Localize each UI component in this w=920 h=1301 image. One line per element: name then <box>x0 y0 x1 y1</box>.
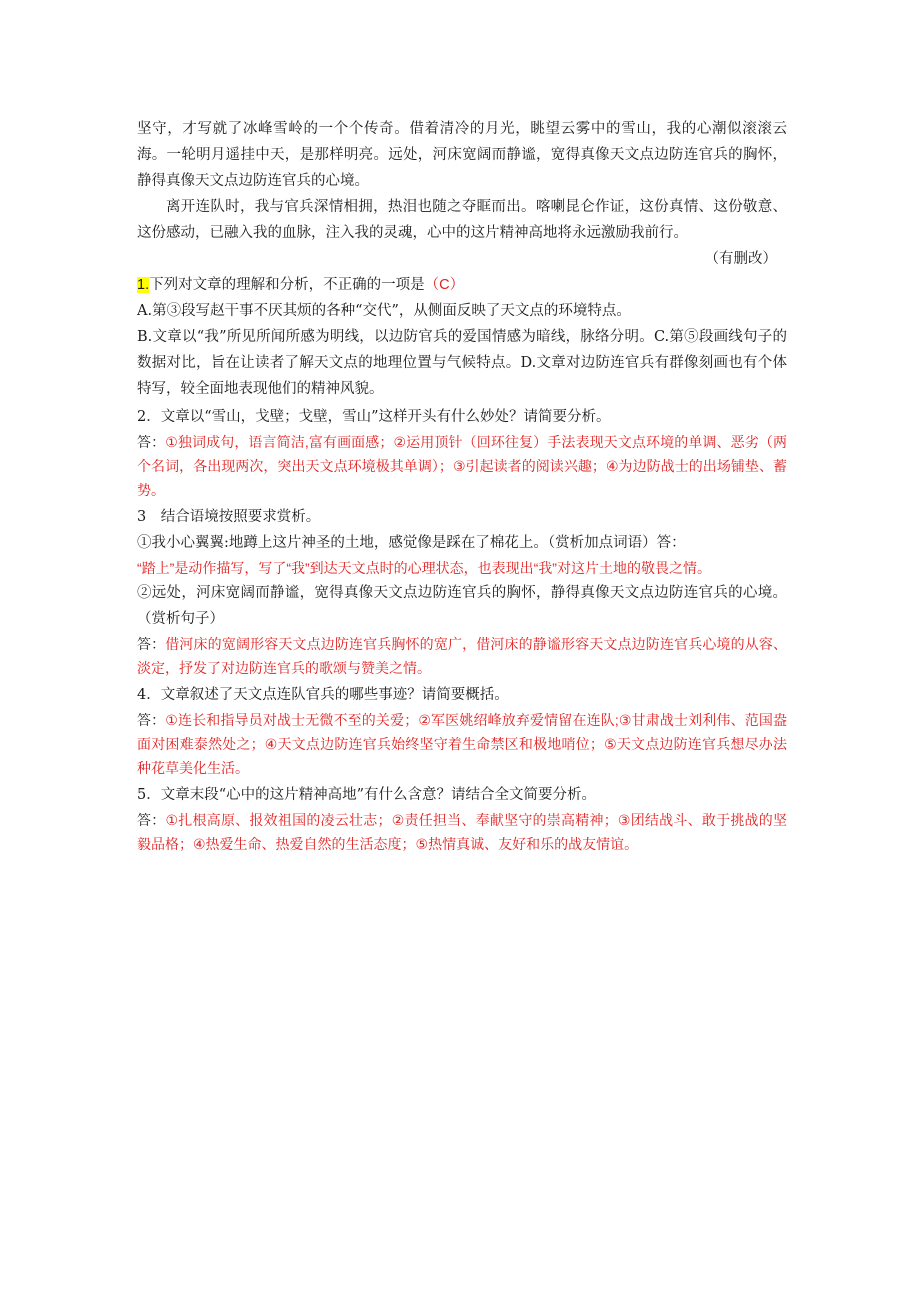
document-page <box>137 116 787 856</box>
question-1-option: B.文章以“我”所见所闻所感为明线，以边防官兵的爱国情感为暗线，脉络分明。C.第⑤段画线句子的数据对比，旨在让读者了解天文点的地理位置与气候特点。D.文章对边防连官兵有群像刻画也有个体特写，较全面地表现他们的精神风貌。 <box>137 329 787 397</box>
question-2-stem: 2．文章以“雪山，戈壁；戈壁，雪山”这样开头有什么妙处？请简要分析。 <box>137 409 611 425</box>
answer-text: ①独词成句，语言简洁,富有画面感；②运用顶针（回环往复）手法表现天文点环境的单调、恶劣（两个名词，各出现两次，突出天文点环境极其单调）；③引起读者的阅读兴趣；④为边防战士的出场铺垫、蓄势。 <box>137 434 787 498</box>
answer-label: 答： <box>137 712 166 728</box>
question-3-item-1: ①我小心翼翼:地蹲上这片神圣的土地，感觉像是踩在了棉花上。（赏析加点词语）答： <box>137 535 686 551</box>
answer-label: 答： <box>137 636 166 652</box>
question-3-item-1-answer: “踏上”是动作描写，写了“我”到达天文点时的心理状态，也表现出“我”对这片土地的敬畏之情。 <box>137 560 711 576</box>
question-1-stem <box>137 272 787 298</box>
answer-text: 借河床的宽阔形容天文点边防连官兵胸怀的宽广，借河床的静谧形容天文点边防连官兵心境的从容、淡定，抒发了对边防连官兵的歌颂与赞美之情。 <box>137 636 788 676</box>
answer-text: ①连长和指导员对战士无微不至的关爱；②军医姚绍峰放弃爱情留在连队;③甘肃战士刘利伟、范国盎面对困难泰然处之；④天文点边防连官兵始终坚守着生命禁区和极地哨位；⑤天文点边防连官兵想尽办法种花草美化生活。 <box>137 712 787 776</box>
question-3-item-2-answer <box>137 632 787 680</box>
answer-label: 答： <box>137 812 166 828</box>
answer-label: 答： <box>137 434 166 450</box>
question-1-option: A.第③段写赵干事不厌其烦的各种“交代”，从侧面反映了天文点的环境特点。 <box>137 303 631 319</box>
question-2-answer <box>137 430 787 502</box>
question-4-answer <box>137 708 787 780</box>
answer-text: ①扎根高原、报效祖国的凌云壮志；②责任担当、奉献坚守的崇高精神；③团结战斗、敢于挑战的坚毅品格；④热爱生命、热爱自然的生活态度；⑤热情真诚、友好和乐的战友情谊。 <box>137 812 788 852</box>
question-3-stem: 3 结合语境按照要求赏析。 <box>137 509 321 525</box>
question-5-stem: 5．文章末段“心中的这片精神高地”有什么含意？请结合全文简要分析。 <box>137 787 597 803</box>
question-1-answer: （C） <box>424 277 465 293</box>
question-4-stem: 4．文章叙述了天文点连队官兵的哪些事迹？请简要概括。 <box>137 687 509 703</box>
question-1-number: 1. <box>137 277 150 293</box>
question-3-item-2: ②远处，河床宽阔而静谧，宽得真像天文点边防连官兵的胸怀，静得真像天文点边防连官兵的心境。（赏析句子） <box>137 585 787 627</box>
passage-paragraph: 离开连队时，我与官兵深情相拥，热泪也随之夺眶而出。喀喇昆仑作证，这份真情、这份敬意、这份感动，已融入我的血脉，注入我的灵魂，心中的这片精神高地将永远激励我前行。 <box>137 199 787 241</box>
question-1-text: 下列对文章的理解和分析，不正确的一项是 <box>149 277 425 293</box>
passage-paragraph: 坚守，才写就了冰峰雪岭的一个个传奇。借着清冷的月光，眺望云雾中的雪山，我的心潮似滚滚云海。一轮明月遥挂中天，是那样明亮。远处，河床宽阔而静谧，宽得真像天文点边防连官兵的胸怀，静得真像天文点边防连官兵的心境。 <box>137 121 787 189</box>
question-5-answer <box>137 808 787 856</box>
source-note: （有删改） <box>704 251 777 267</box>
